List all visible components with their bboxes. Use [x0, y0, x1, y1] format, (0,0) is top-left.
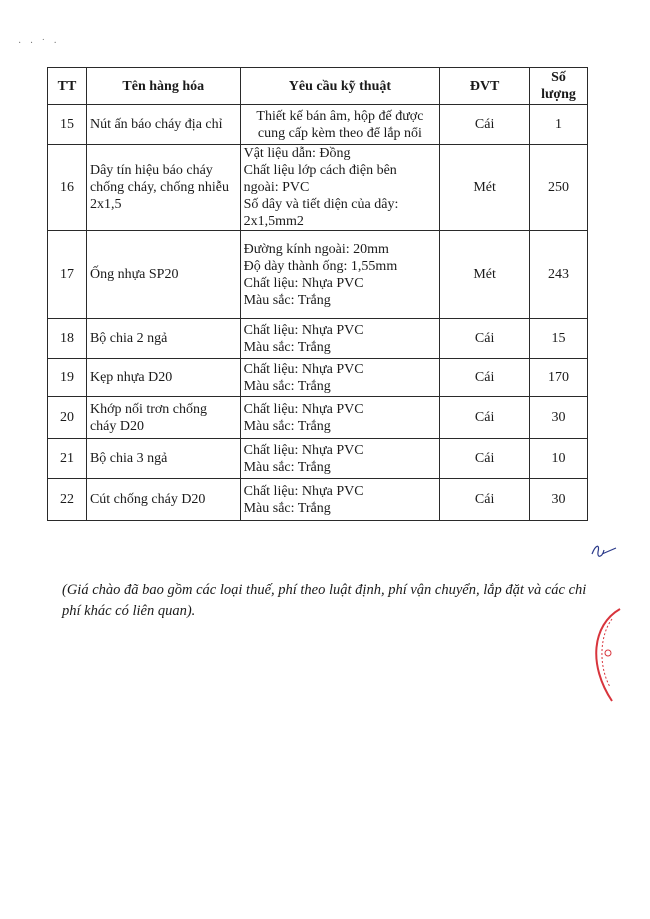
item-name-line: Kẹp nhựa D20 [89, 370, 173, 385]
cell-item-name [86, 145, 240, 231]
cell-unit: Mét [440, 145, 530, 231]
spec-line: Vật liệu dẫn: Đồng [243, 146, 351, 161]
cell-spec [240, 359, 440, 397]
cell-qty: 10 [530, 439, 588, 479]
cell-tt: 15 [48, 105, 87, 145]
spec-line: 2x1,5mm2 [243, 214, 304, 229]
cell-qty: 30 [530, 479, 588, 521]
cell-unit: Cái [440, 319, 530, 359]
table-row [48, 145, 588, 231]
spec-line: Màu sắc: Trắng [243, 378, 331, 394]
cell-spec [240, 479, 440, 521]
cell-tt: 22 [48, 479, 87, 521]
cell-qty: 243 [530, 231, 588, 319]
cell-item-name [86, 397, 240, 439]
item-name-line: cháy D20 [89, 418, 144, 434]
item-name-line: 2x1,5 [89, 197, 122, 212]
table-row [48, 359, 588, 397]
signature-mark [588, 540, 618, 562]
goods-table [47, 67, 588, 521]
cell-unit: Cái [440, 397, 530, 439]
cell-qty: 15 [530, 319, 588, 359]
cell-unit: Cái [440, 105, 530, 145]
table-row [48, 231, 588, 319]
cell-item-name [86, 319, 240, 359]
spec-line: Màu sắc: Trắng [243, 292, 331, 308]
cell-item-name [86, 479, 240, 521]
spec-line: Màu sắc: Trắng [243, 500, 331, 516]
scan-marks: · · ˙ · [18, 38, 60, 49]
header-name: Tên hàng hóa [86, 68, 240, 105]
header-spec: Yêu cầu kỹ thuật [240, 68, 440, 105]
item-name-line: Ống nhựa SP20 [89, 267, 179, 282]
spec-line: Độ dày thành ống: 1,55mm [243, 258, 398, 274]
cell-spec [240, 397, 440, 439]
spec-line: Chất liệu: Nhựa PVC [243, 361, 364, 377]
cell-qty: 250 [530, 145, 588, 231]
cell-tt: 16 [48, 145, 87, 231]
cell-spec [240, 145, 440, 231]
spec-line: Màu sắc: Trắng [243, 459, 331, 475]
cell-spec [240, 231, 440, 319]
cell-tt: 19 [48, 359, 87, 397]
cell-unit: Cái [440, 359, 530, 397]
table-row [48, 105, 588, 145]
spec-line: cung cấp kèm theo để lắp nổi [257, 125, 422, 141]
item-name-line: Cút chống cháy D20 [89, 492, 206, 507]
spec-line: Chất liệu: Nhựa PVC [243, 401, 364, 417]
spec-line: Số dây và tiết diện của dây: [243, 197, 399, 212]
cell-item-name [86, 359, 240, 397]
spec-line: Màu sắc: Trắng [243, 339, 331, 355]
cell-spec [240, 319, 440, 359]
red-seal-stamp [582, 605, 622, 705]
cell-tt: 20 [48, 397, 87, 439]
header-qty-line-1: Số [551, 70, 566, 85]
spec-line: Chất liệu lớp cách điện bên [243, 163, 397, 178]
table-row [48, 319, 588, 359]
table-row [48, 479, 588, 521]
cell-spec [240, 105, 440, 145]
cell-unit: Mét [440, 231, 530, 319]
cell-unit: Cái [440, 439, 530, 479]
table-row [48, 397, 588, 439]
cell-unit: Cái [440, 479, 530, 521]
cell-tt: 17 [48, 231, 87, 319]
table-row [48, 439, 588, 479]
spec-line: Màu sắc: Trắng [243, 418, 331, 434]
cell-tt: 21 [48, 439, 87, 479]
cell-qty: 30 [530, 397, 588, 439]
item-name-line: chống cháy, chống nhiễu [89, 180, 230, 195]
cell-qty: 1 [530, 105, 588, 145]
header-tt: TT [48, 68, 87, 105]
spec-line: ngoài: PVC [243, 180, 310, 195]
cell-tt: 18 [48, 319, 87, 359]
spec-line: Chất liệu: Nhựa PVC [243, 322, 364, 338]
cell-qty: 170 [530, 359, 588, 397]
item-name-line: Bộ chia 2 ngả [89, 331, 168, 346]
spec-line: Chất liệu: Nhựa PVC [243, 483, 364, 499]
table-header-row [48, 68, 588, 105]
header-qty-line-2: lượng [541, 87, 576, 102]
cell-item-name [86, 105, 240, 145]
header-qty [530, 68, 588, 105]
item-name-line: Khớp nối trơn chống [89, 401, 208, 417]
cell-spec [240, 439, 440, 479]
item-name-line: Dây tín hiệu báo cháy [89, 163, 213, 178]
spec-line: Thiết kế bán âm, hộp đế được [256, 108, 424, 124]
cell-item-name [86, 231, 240, 319]
spec-line: Đường kính ngoài: 20mm [243, 241, 389, 257]
spec-line: Chất liệu: Nhựa PVC [243, 275, 364, 291]
item-name-line: Nút ấn báo cháy địa chỉ [89, 117, 223, 132]
cell-item-name [86, 439, 240, 479]
item-name-line: Bộ chia 3 ngả [89, 451, 168, 466]
spec-line: Chất liệu: Nhựa PVC [243, 442, 364, 458]
header-unit: ĐVT [440, 68, 530, 105]
price-note: (Giá chào đã bao gồm các loại thuế, phí theo luật định, phí vận chuyển, lắp đặt và các chi phí khác có liên quan). [62, 582, 587, 619]
